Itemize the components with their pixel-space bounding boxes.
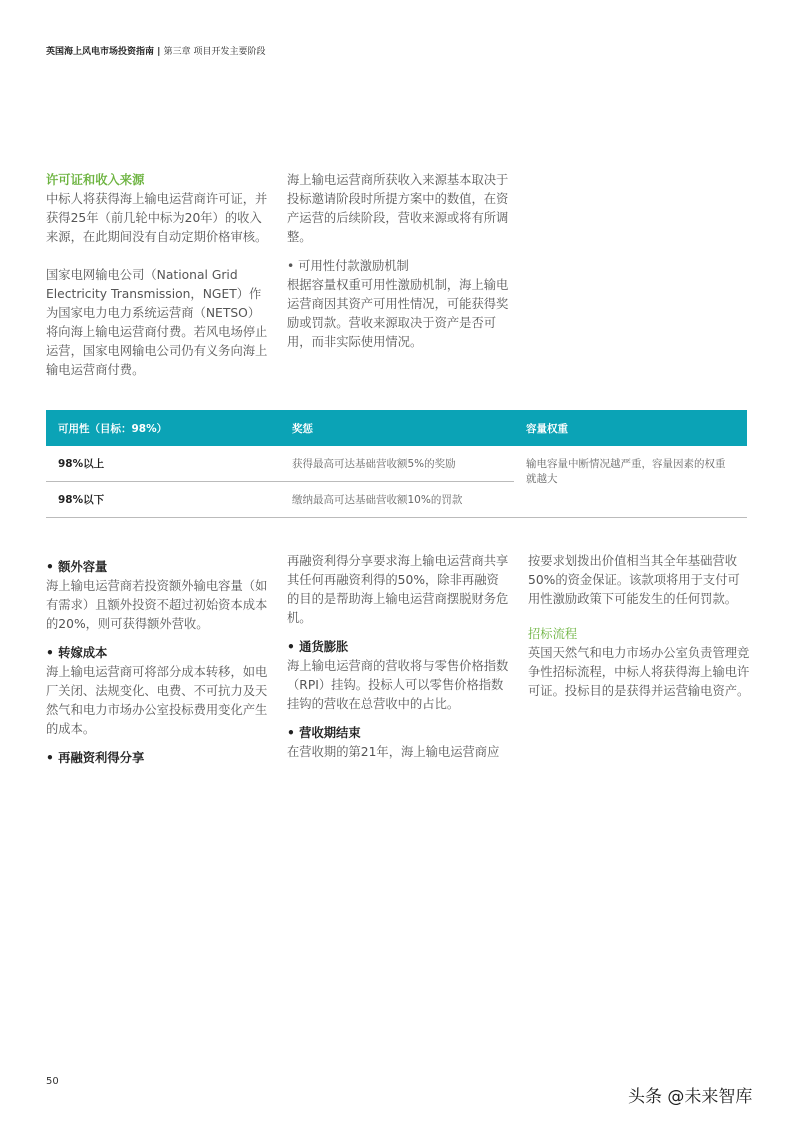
bullet-heading: • 转嫁成本 <box>46 644 268 663</box>
column-lower-3 <box>528 552 750 711</box>
paragraph: 国家电网输电公司（National Grid Electricity Transmission，NGET）作为国家电力电力系统运营商（NETSO）将向海上输电运营商付费。若风电场停止运营，国家电网输电公司仍有义务向海上输电运营商付费。 <box>46 268 268 377</box>
paragraph: 海上输电运营商可将部分成本转移，如电厂关闭、法规变化、电费、不可抗力及天然气和电力市场办公室投标费用变化产生的成本。 <box>46 665 268 736</box>
cell: 缴纳最高可达基础营收额10%的罚款 <box>280 482 514 518</box>
paragraph: 海上输电运营商的营收将与零售价格指数（RPI）挂钩。投标人可以零售价格指数挂钩的营收在总营收中的占比。 <box>287 659 509 711</box>
paragraph: 按要求划拨出价值相当其全年基础营收50%的资金保证。该款项将用于支付可用性激励政策下可能发生的任何罚款。 <box>528 554 740 606</box>
paragraph: 在营收期的第21年，海上输电运营商应 <box>287 745 500 759</box>
table-row <box>46 446 747 482</box>
bullet-heading: • 再融资利得分享 <box>46 749 268 768</box>
cell: 获得最高可达基础营收额5%的奖励 <box>280 446 514 482</box>
column-1 <box>46 171 268 390</box>
section-heading: 许可证和收入来源 <box>46 173 145 187</box>
paragraph: 英国天然气和电力市场办公室负责管理竞争性招标流程，中标人将获得海上输电许可证。投标目的是获得并运营输电资产。 <box>528 646 750 698</box>
running-header <box>46 44 265 57</box>
page-number: 50 <box>46 1076 59 1087</box>
section-heading: 招标流程 <box>528 627 578 641</box>
column-lower-2 <box>287 552 509 772</box>
cell: 98%以上 <box>46 446 280 482</box>
bullet-heading: • 营收期结束 <box>287 724 509 743</box>
guide-title: 英国海上风电市场投资指南 <box>46 47 155 57</box>
bullet-heading: • 通货膨胀 <box>287 638 509 657</box>
bullet-heading: • 额外容量 <box>46 558 268 577</box>
paragraph: 海上输电运营商所获收入来源基本取决于投标邀请阶段时所提方案中的数值，在资产运营的后续阶段，营收来源或将有所调整。 <box>287 173 509 244</box>
chapter-title: 第三章 项目开发主要阶段 <box>163 47 266 57</box>
header-separator: | <box>157 47 161 57</box>
availability-table <box>46 410 747 518</box>
watermark: 头条 @未来智库 <box>628 1087 753 1107</box>
paragraph: 中标人将获得海上输电运营商许可证，并获得25年（前几轮中标为20年）的收入来源，在此期间没有自动定期价格审核。 <box>46 192 268 244</box>
col-header: 可用性（目标：98%） <box>46 410 280 446</box>
col-header: 容量权重 <box>514 410 747 446</box>
paragraph: 根据容量权重可用性激励机制，海上输电运营商因其资产可用性情况，可能获得奖励或罚款。营收来源取决于资产是否可用，而非实际使用情况。 <box>287 278 509 349</box>
column-2 <box>287 171 509 362</box>
cell: 输电容量中断情况越严重，容量因素的权重就越大 <box>514 446 747 518</box>
paragraph: 再融资利得分享要求海上输电运营商共享其任何再融资利得的50%，除非再融资的目的是帮助海上输电运营商摆脱财务危机。 <box>287 554 509 625</box>
cell: 98%以下 <box>46 482 280 518</box>
col-header: 奖惩 <box>280 410 514 446</box>
bullet-heading: • 可用性付款激励机制 <box>287 257 509 276</box>
column-lower-1 <box>46 552 268 768</box>
paragraph: 海上输电运营商若投资额外输电容量（如有需求）且额外投资不超过初始资本成本的20%，则可获得额外营收。 <box>46 579 268 631</box>
